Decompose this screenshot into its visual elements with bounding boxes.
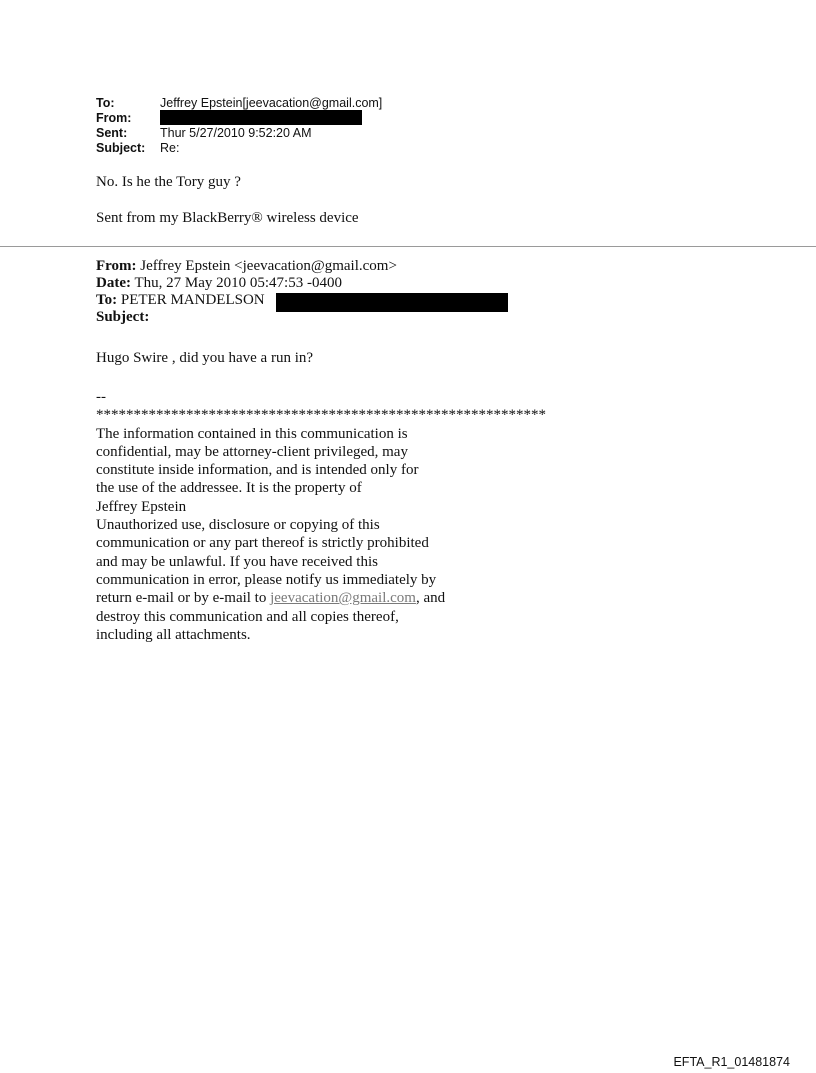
email-header	[96, 96, 382, 156]
forwarded-date-value: Thu, 27 May 2010 05:47:53 -0400	[130, 275, 342, 291]
header-sent-row	[96, 126, 382, 141]
header-sent-label: Sent:	[96, 126, 128, 140]
forwarded-to-value: PETER MANDELSON	[117, 292, 265, 308]
disclaimer-line: Unauthorized use, disclosure or copying of this	[96, 517, 380, 534]
forwarded-from-value: Jeffrey Epstein <jeevacation@gmail.com>	[136, 258, 397, 274]
disclaimer	[96, 388, 546, 644]
forwarded-subject-label: Subject:	[96, 309, 150, 325]
header-to-value: Jeffrey Epstein[jeevacation@gmail.com]	[160, 96, 383, 110]
disclaimer-line: including all attachments.	[96, 626, 251, 643]
redaction-box-from	[160, 110, 362, 125]
disclaimer-stars: ************************************************************	[96, 407, 546, 424]
header-subject-label: Subject:	[96, 141, 146, 155]
header-subject-row	[96, 141, 382, 156]
redaction-box-to	[276, 293, 508, 312]
disclaimer-dashes: --	[96, 389, 106, 405]
reply-signature: Sent from my BlackBerry® wireless device	[96, 210, 359, 226]
disclaimer-line: constitute inside information, and is intended only for	[96, 462, 419, 479]
header-to-label: To:	[96, 96, 115, 110]
disclaimer-return-line	[96, 589, 546, 607]
forwarded-header	[96, 258, 397, 326]
header-to-row	[96, 96, 382, 111]
disclaimer-line: communication or any part thereof is strictly prohibited	[96, 535, 429, 552]
forwarded-from-row	[96, 258, 397, 275]
header-sent-value: Thur 5/27/2010 9:52:20 AM	[160, 126, 312, 140]
disclaimer-line: destroy this communication and all copies thereof,	[96, 608, 399, 625]
disclaimer-return-suffix: , and	[415, 590, 446, 607]
header-subject-value: Re:	[160, 141, 180, 155]
forwarded-date-row	[96, 275, 397, 292]
disclaimer-line: the use of the addressee. It is the property of	[96, 480, 362, 497]
disclaimer-line: communication in error, please notify us immediately by	[96, 571, 437, 588]
email-link[interactable]: jeevacation@gmail.com	[270, 590, 416, 607]
disclaimer-return-prefix: return e-mail or by e-mail to	[96, 590, 271, 607]
disclaimer-line: Jeffrey Epstein	[96, 498, 187, 515]
forwarded-date-label: Date:	[96, 275, 131, 291]
disclaimer-line: confidential, may be attorney-client privileged, may	[96, 443, 408, 460]
forwarded-to-label: To:	[96, 292, 118, 308]
document-id: EFTA_R1_01481874	[673, 1055, 790, 1069]
forwarded-message: Hugo Swire , did you have a run in?	[96, 350, 314, 366]
reply-body	[96, 173, 359, 227]
divider	[0, 246, 816, 247]
reply-line: No. Is he the Tory guy ?	[96, 174, 241, 190]
forwarded-from-label: From:	[96, 258, 137, 274]
disclaimer-line: and may be unlawful. If you have received this	[96, 553, 378, 570]
disclaimer-line: The information contained in this communication is	[96, 425, 408, 442]
header-from-label: From:	[96, 111, 132, 125]
